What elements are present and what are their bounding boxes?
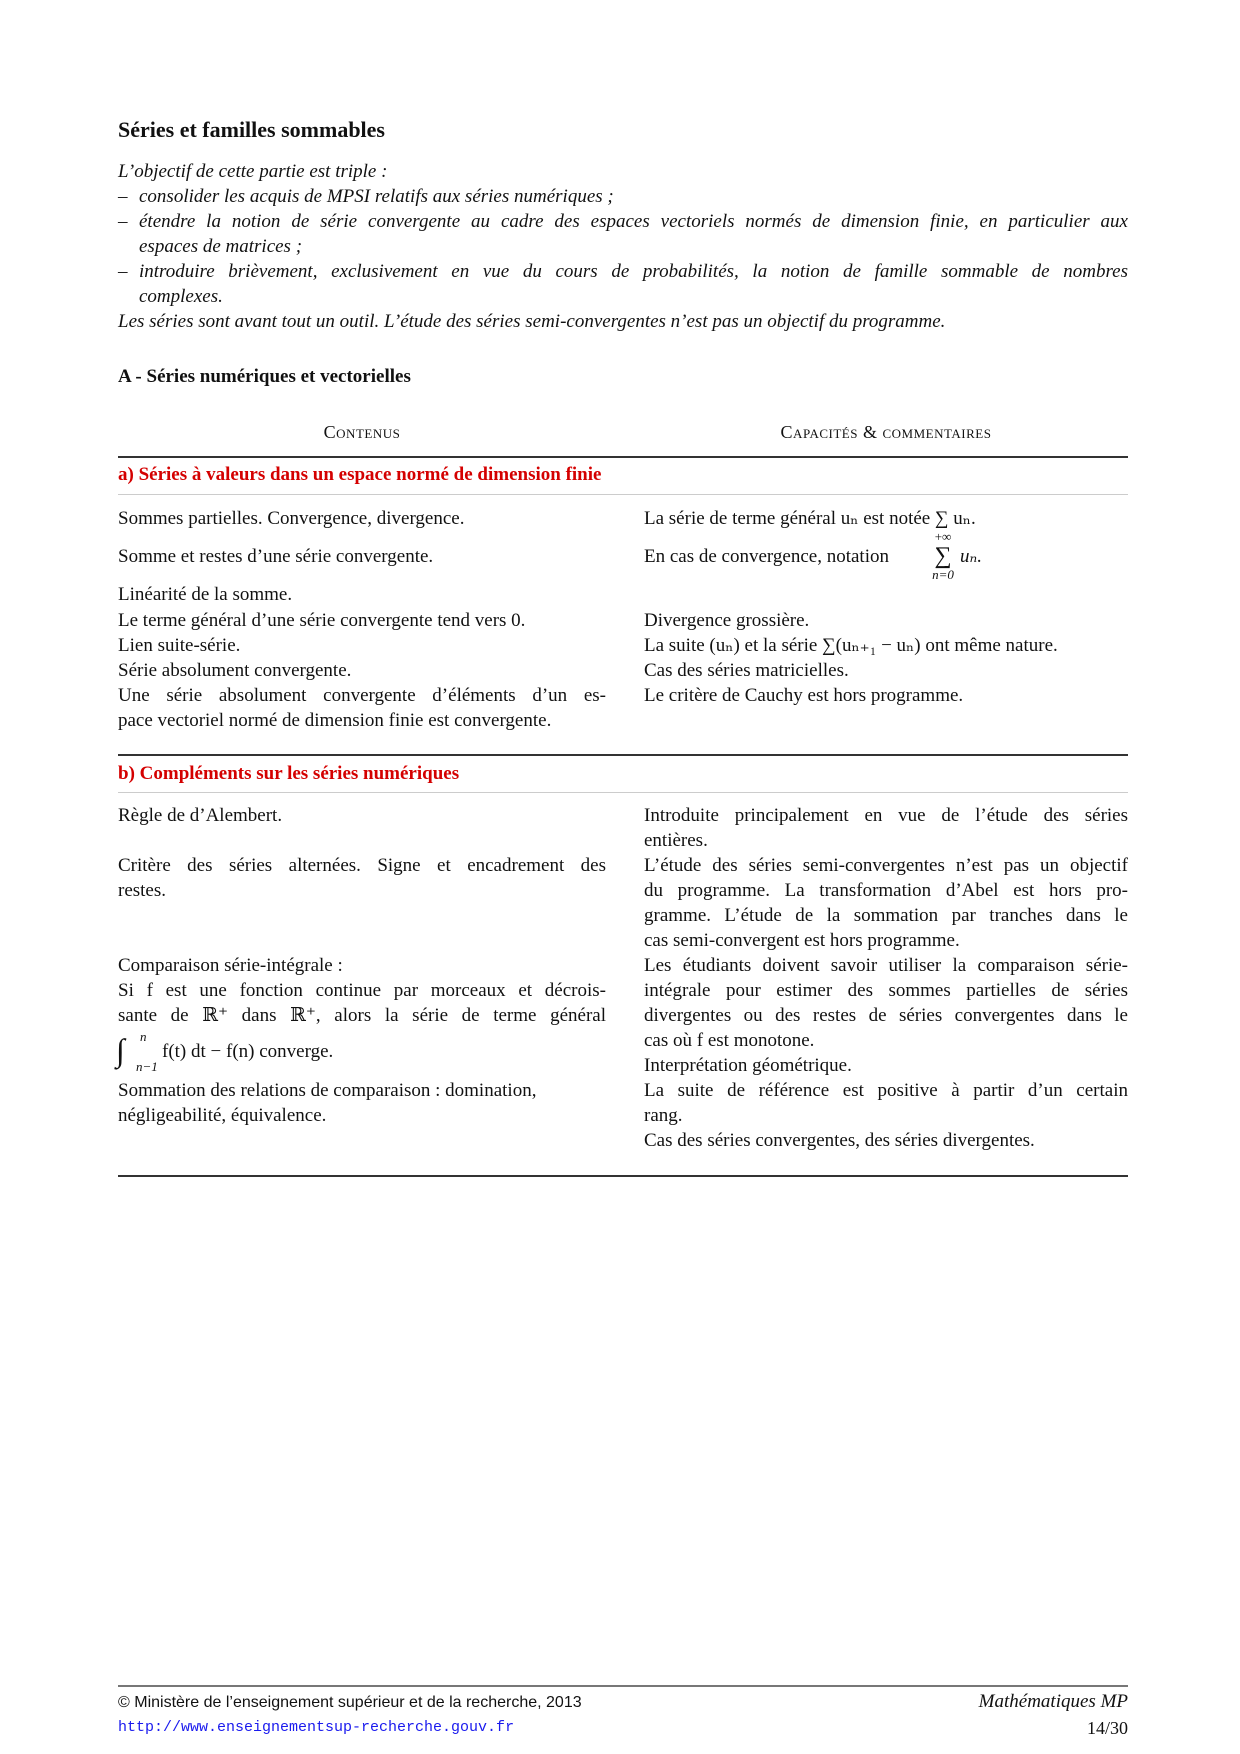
footer-copyright: © Ministère de l’enseignement supérieur et de la recherche, 2013 (118, 1694, 582, 1711)
subsection-title: a) Séries à valeurs dans un espace normé de dimension finie (118, 464, 602, 485)
sum-sign: ∑ (934, 543, 952, 569)
comment-line: La suite de référence est positive à partir d’un certain (644, 1080, 1128, 1101)
column-header-contents: Contenus (323, 422, 401, 442)
comment-line: entières. (644, 830, 708, 851)
intro-bullet-cont: complexes. (139, 286, 223, 307)
intro-lead: L’objectif de cette partie est triple : (118, 161, 388, 182)
sum-term: uₙ. (960, 546, 982, 567)
content-line: Si f est une fonction continue par morceaux et décrois- (118, 980, 606, 1001)
content-line: restes. (118, 880, 167, 901)
content-line: f(t) dt − f(n) converge. (162, 1041, 334, 1062)
content-line: Le terme général d’une série convergente tend vers 0. (118, 610, 526, 631)
integral-sign: ∫ (116, 1032, 125, 1068)
comment-line: L’étude des séries semi-convergentes n’est pas un objectif (644, 855, 1128, 876)
table-bottom-rule (118, 1175, 1128, 1177)
comment-line: Les étudiants doivent savoir utiliser la comparaison série- (644, 955, 1128, 976)
content-line: Somme et restes d’une série convergente. (118, 546, 434, 567)
bullet-dash: – (118, 211, 128, 232)
table-rule (118, 754, 1128, 756)
content-line: Une série absolument convergente d’éléments d’un es- (118, 685, 606, 706)
subsection-title: b) Compléments sur les séries numériques (118, 763, 460, 784)
subsection-rule (118, 494, 1128, 495)
content-line: Comparaison série-intégrale : (118, 955, 343, 976)
content-line: négligeabilité, équivalence. (118, 1105, 327, 1126)
content-line: Lien suite-série. (118, 635, 241, 656)
sum-lower: n=0 (932, 567, 954, 582)
comment-line: Le critère de Cauchy est hors programme. (644, 685, 964, 706)
comment-line: Introduite principalement en vue de l’étude des séries (644, 805, 1128, 826)
comment-line: Cas des séries matricielles. (644, 660, 849, 681)
content-line: Sommes partielles. Convergence, divergence. (118, 508, 465, 529)
comment-line: cas semi-convergent est hors programme. (644, 930, 960, 951)
section-heading: A - Séries numériques et vectorielles (118, 366, 411, 387)
footer-rule (118, 1685, 1128, 1687)
comment-line: rang. (644, 1105, 683, 1126)
subsection-rule (118, 792, 1128, 793)
comment-line: La série de terme général uₙ est notée ∑ uₙ. (644, 508, 976, 529)
intro-closing: Les séries sont avant tout un outil. L’étude des séries semi-convergentes n’est pas un objectif du programme. (118, 311, 946, 332)
comment-line: Divergence grossière. (644, 610, 810, 631)
column-header-comments: Capacités & commentaires (780, 422, 992, 442)
footer-course: Mathématiques MP (978, 1691, 1128, 1712)
content-line: sante de ℝ⁺ dans ℝ⁺, alors la série de terme général (118, 1005, 606, 1026)
footer-link[interactable]: http://www.enseignementsup-recherche.gouv.fr (118, 1719, 515, 1736)
comment-line: En cas de convergence, notation (644, 546, 889, 567)
comment-line: Cas des séries convergentes, des séries divergentes. (644, 1130, 1035, 1151)
page-title: Séries et familles sommables (118, 117, 385, 142)
content-line: Série absolument convergente. (118, 660, 352, 681)
content-line: Critère des séries alternées. Signe et encadrement des (118, 855, 606, 876)
sum-upper: +∞ (934, 529, 952, 544)
intro-bullet: étendre la notion de série convergente au cadre des espaces vectoriels normés de dimension finie, en particulier aux (139, 211, 1128, 232)
comment-line: divergentes ou des restes de séries convergentes dans le (644, 1005, 1128, 1026)
comment-line: La suite (uₙ) et la série ∑(uₙ₊₁ − uₙ) ont même nature. (644, 635, 1058, 656)
table-rule (118, 456, 1128, 458)
intro-bullet: consolider les acquis de MPSI relatifs aux séries numériques ; (139, 186, 614, 207)
integral-upper: n (140, 1029, 147, 1044)
intro-bullet-cont: espaces de matrices ; (139, 236, 303, 257)
comment-line: Interprétation géométrique. (644, 1055, 852, 1076)
content-line: Linéarité de la somme. (118, 584, 293, 605)
bullet-dash: – (118, 261, 128, 282)
content-line: pace vectoriel normé de dimension finie est convergente. (118, 710, 552, 731)
comment-line: cas où f est monotone. (644, 1030, 815, 1051)
content-line: Sommation des relations de comparaison : domination, (118, 1080, 537, 1101)
comment-line: intégrale pour estimer des sommes partielles de séries (644, 980, 1128, 1001)
intro-bullet: introduire brièvement, exclusivement en vue du cours de probabilités, la notion de famille sommable de nombres (139, 261, 1128, 282)
comment-line: du programme. La transformation d’Abel est hors pro- (644, 880, 1128, 901)
page-number: 14/30 (1086, 1718, 1128, 1738)
content-line: Règle de d’Alembert. (118, 805, 283, 826)
integral-lower: n−1 (136, 1059, 158, 1074)
bullet-dash: – (118, 186, 128, 207)
comment-line: gramme. L’étude de la sommation par tranches dans le (644, 905, 1128, 926)
